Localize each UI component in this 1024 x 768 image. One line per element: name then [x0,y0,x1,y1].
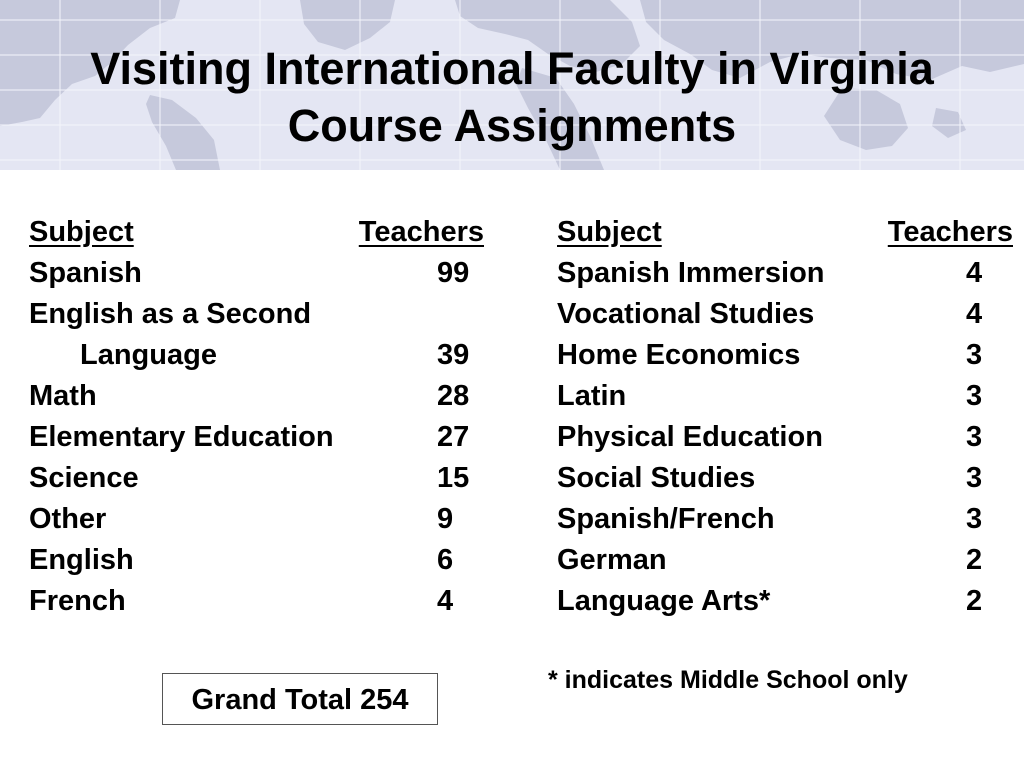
teachers-cell: 2 [966,585,983,617]
teachers-column-header: Teachers [358,216,484,248]
teachers-cell: 99 [437,257,470,289]
table-row [557,581,1013,622]
subject-cell: Spanish Immersion [557,257,825,289]
table-header-row [557,212,1013,253]
teachers-cell: 3 [966,380,983,412]
table-row [29,335,484,376]
subject-cell: Physical Education [557,421,823,453]
subject-cell: German [557,544,667,576]
teachers-cell: 27 [437,421,470,453]
teachers-cell: 3 [966,503,983,535]
table-header-row [29,212,484,253]
table-row [29,499,484,540]
grand-total-box: Grand Total 254 [162,673,438,725]
teachers-cell: 3 [966,421,983,453]
subject-cell: Spanish/French [557,503,775,535]
teachers-cell: 28 [437,380,470,412]
table-row [29,540,484,581]
teachers-cell: 4 [966,298,983,330]
subject-cell: Other [29,503,107,535]
table-row [29,417,484,458]
subject-cell: French [29,585,126,617]
teachers-cell: 4 [966,257,983,289]
subject-cell: Science [29,462,139,494]
right-table [557,212,1013,622]
title-line-1: Visiting International Faculty in Virginia [90,43,934,94]
table-row [557,335,1013,376]
subject-cell: Elementary Education [29,421,334,453]
table-row [29,458,484,499]
subject-cell: English as a Second [29,298,312,330]
table-row [557,458,1013,499]
subject-cell: Language Arts* [557,585,771,617]
table-row [557,253,1013,294]
table-row [29,581,484,622]
teachers-cell: 9 [437,503,454,535]
subject-column-header: Subject [29,216,134,248]
teachers-cell: 15 [437,462,470,494]
table-row [557,417,1013,458]
header-banner [0,0,1024,170]
subject-cell: Vocational Studies [557,298,815,330]
subject-cell: Social Studies [557,462,756,494]
page-title [0,40,1024,154]
subject-cell: Language [80,339,217,371]
teachers-cell: 4 [437,585,454,617]
subject-cell: English [29,544,134,576]
footnote: * indicates Middle School only [548,666,908,694]
title-line-2: Course Assignments [287,100,737,151]
table-row [557,540,1013,581]
subject-cell: Spanish [29,257,142,289]
teachers-cell: 3 [966,462,983,494]
subject-cell: Latin [557,380,627,412]
subject-column-header: Subject [557,216,662,248]
teachers-cell: 6 [437,544,454,576]
left-table [29,212,484,622]
table-row [557,294,1013,335]
table-row [29,253,484,294]
teachers-cell: 39 [437,339,470,371]
subject-cell: Math [29,380,97,412]
table-row [29,294,484,335]
table-row [557,499,1013,540]
teachers-cell: 3 [966,339,983,371]
subject-cell: Home Economics [557,339,801,371]
table-row [29,376,484,417]
teachers-column-header: Teachers [887,216,1013,248]
table-row [557,376,1013,417]
teachers-cell: 2 [966,544,983,576]
